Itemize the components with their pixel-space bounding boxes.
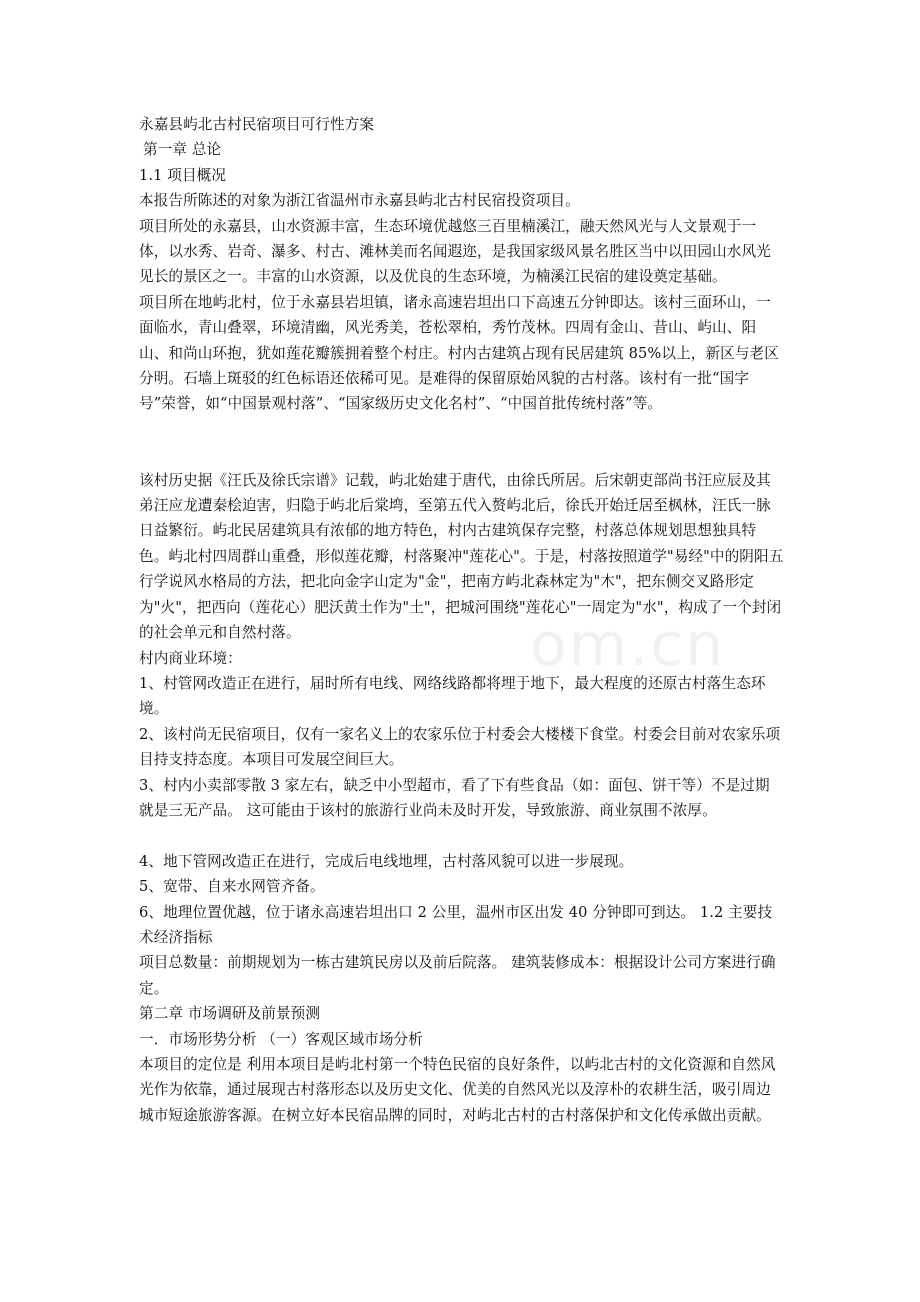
list-item: 5、宽带、自来水网管齐备。 [139,878,325,896]
list-item: 2、该村尚无民宿项目，仅有一家名义上的农家乐位于村委会大楼楼下食堂。村委会目前对农家乐项目持支持态度。本项目可发展空间巨大。 [139,725,781,769]
document-title: 永嘉县屿北古村民宿项目可行性方案 [139,116,375,133]
paragraph: 项目总数量：前期规划为一栋古建筑民房以及前后院落。 建筑装修成本：根据设计公司方案进行确定。 [139,954,776,997]
blank-space [139,417,784,468]
subheading: 村内商业环境： [139,649,242,667]
list-item: 1、村管网改造正在进行，届时所有电线、网络线路都将埋于地下，最大程度的还原古村落生态环境。 [139,674,766,718]
list-item: 4、地下管网改造正在进行，完成后电线地埋，古村落风貌可以进一步展现。 [139,852,634,870]
blank-space [139,823,784,848]
section-heading: 1.1 项目概况 [139,166,227,184]
list-item: 3、村内小卖部零散 3 家左右，缺乏中小型超市，看了下有些食品（如：面包、饼干等）不是过期就是三无产品。 这可能由于该村的旅游行业尚未及时开发，导致旅游、商业氛围不浓厚。 [139,776,770,819]
paragraph: 本项目的定位是 利用本项目是屿北村第一个特色民宿的良好条件，以屿北古村的文化资源和自然风光作为依靠，通过展现古村落形态以及历史文化、优美的自然风光以及淳朴的农耕生活，吸引周边城市短途旅游客源。在树立好本民宿品牌的同时，对屿北古村的古村落保护和文化传承做出贡献。 [139,1056,776,1124]
chapter-heading: 第二章 市场调研及前景预测 [139,1005,321,1023]
section-heading: 一．市场形势分析 （一）客观区域市场分析 [139,1030,423,1048]
watermark: om.cn [530,610,726,680]
paragraph: 项目所在地屿北村，位于永嘉县岩坦镇，诸永高速岩坦出口下高速五分钟即达。该村三面环山，一面临水，青山叠翠，环境清幽，风光秀美，苍松翠柏，秀竹茂林。四周有金山、昔山、屿山、阳山、和尚山环抱，犹如莲花瓣簇拥着整个村庄。村内古建筑占现有民居建筑 85%以上，新区与老区分明。石墙上斑驳的红色标语还依稀可见。是难得的保留原始风貌的古村落。该村有一批“国字号”荣誉，如“中国景观村落”、“国家级历史文化名村”、“中国首批传统村落”等。 [139,293,779,413]
paragraph: 项目所处的永嘉县，山水资源丰富，生态环境优越悠三百里楠溪江，融天然风光与人文景观于一体，以水秀、岩奇、瀑多、村古、滩林美而名闻遐迩，是我国家级风景名胜区当中以田园山水风光见长的景区之一。丰富的山水资源，以及优良的生态环境，为楠溪江民宿的建设奠定基础。 [139,217,771,286]
paragraph: 本报告所陈述的对象为浙江省温州市永嘉县屿北古村民宿投资项目。 [139,192,580,210]
list-item: 6、地理位置优越，位于诸永高速岩坦出口 2 公里，温州市区出发 40 分钟即可到达。 1.2 主要技术经济指标 [139,903,773,946]
document-body [139,112,784,1128]
chapter-heading: 第一章 总论 [143,141,222,159]
paragraph: 该村历史据《汪氏及徐氏宗谱》记载，屿北始建于唐代，由徐氏所居。后宋朝吏部尚书汪应辰及其弟汪应龙遭秦桧迫害，归隐于屿北后棠塆，至第五代入赘屿北后，徐氏开始迁居至枫林，汪氏一脉日益繁衍。屿北民居建筑具有浓郁的地方特色，村内古建筑保存完整，村落总体规划思想独具特色。屿北村四周群山重叠，形似莲花瓣，村落聚冲"莲花心"。于是，村落按照道学"易经"中的阴阳五行学说风水格局的方法，把北向金字山定为"金"，把南方屿北森林定为"木"，把东侧交叉路形定为"火"，把西向（莲花心）肥沃黄土作为"土"，把城河围绕"莲花心"一周定为"水"，构成了一个封闭的社会单元和自然村落。 [139,471,784,642]
